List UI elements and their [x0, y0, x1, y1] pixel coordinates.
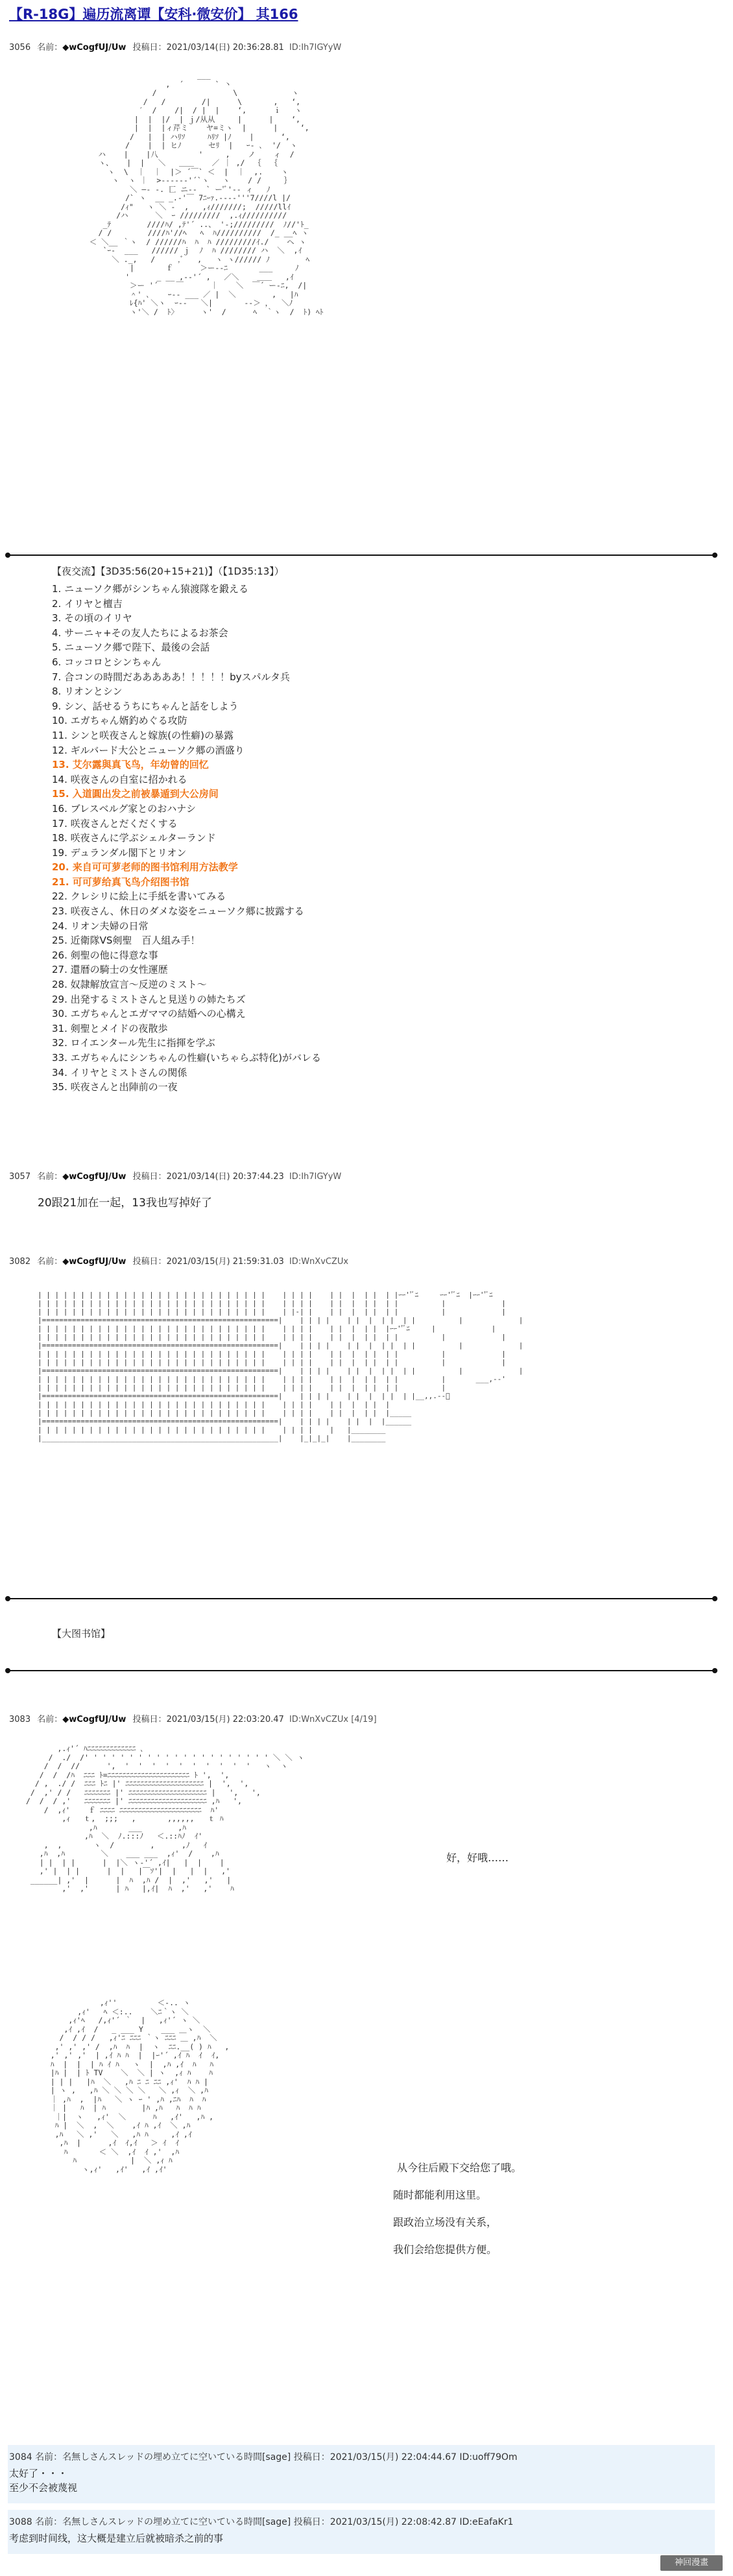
- poster-id[interactable]: ID:Ih7IGYyW: [289, 1172, 342, 1182]
- speech-line: 从今往后殿下交给您了哦。: [397, 2162, 522, 2174]
- speech-line: 跟政治立场没有关系，: [393, 2216, 498, 2228]
- event-list-item: 23. 咲夜さん、休日のダメな姿をニューソク郷に披露する: [52, 905, 304, 918]
- event-list-item: 9. シン、話せるうちにちゃんと話をしよう: [52, 700, 239, 712]
- poster-name: ◆wCogfUJ/Uw: [62, 1172, 126, 1182]
- ascii-art-bookshelves: | | | | | | | | | | | | | | | | | | | | | | | | | | | | | | | | | | | | | |ｰｰ''ﾞﾆ ｰｰ''ﾞﾆ |ｰｰ''ﾞﾆ | | | | | | | | | | | | | | | | | | | | | | | | | | | | | | | | | | | | | | | | | | | | | | | | | | | | | | | | | | | | | | | | | | | | |-| | | | | | | | | | | |=======================================================| | | | | | | | | | | | | | | | | | | | | | | | | | | | | | | | | | | | | | | | | | | | | | | | | | |ｰｰ''ﾞﾆ | | | | | | | | | | | | | | | | | | | | | | | | | | | | | | | | | | | | | | | | | | |=======================================================| | | | | | | | | | | | | | | | | | | | | | | | | | | | | | | | | | | | | | | | | | | | | | | | | | | | | | | | | | | | | | | | | | | | | | | | | | | | | | | | | | | | | | | | | | | | | | |=======================================================| | | | | | | | | | | | | | | | | | | | | | | | | | | | | | | | | | | | | | | | | | | | | | | | | | | | | ___,--' | | | | | | | | | | | | | | | | | | | | | | | | | | | | | | | | | | | | | | | |=======================================================| | | | | | | | | | | |__,,.--ﾞ | | | | | | | | | | | | | | | | | | | | | | | | | | | | | | | | | | | | | | | | | | | | | | | | | | | | | | | | | | | | | | | | | | | | | | | | | |_____ |=======================================================| | | | | | | | |______ | | | | | | | | | | | | | | | | | | | | | | | | | | | | | | | | |________ |_______________________________________________________| |_|_|_| |________: [38, 1291, 523, 1442]
- post-header-3082: [9, 1254, 348, 1267]
- ascii-art-figure: ,ｨ'' ＜-.. ヽ ,ｨ' ﾍ ＜:.. ＼ﾆ｀ヽ ＼ ,ｨ'ﾍ /,ｨ'´ ｀ | ,ｨ'´ ヽ ＼ ,ｲ ,ｲ / _ ___ Y ___ ＿ヽ ＼ / / / / ,ｨ'ﾆ ﾆﾆﾆ ｀ヽ ﾆﾆﾆ ＿ ,ﾊ ＼ ,' ,' ,' / ,ﾊ ﾊ | ヽ ﾆﾆ.__( ) ﾊ , ,' ,' ,' | ,ｲ ﾊ ﾊ | |ｰ'´ ,ｲ ﾊ ｲ ｲ, ﾊ | | | ﾊ ｲ ﾊ ヽ | ,ﾊ ,ｲ ﾊ ﾊ |ﾊ | | ﾄ TV ＼ ＼ | ヽ ,ｨ ﾊ ﾊ | | | |ﾊ ＼ ,ﾊ ﾆ ﾆ ﾆﾆ ,ｨ' ﾊ ﾊ | | ヽ , ,ﾊ ＼ ＼ ＼ ＼ ＼ ,ｨ ＼ ,ﾊ ｜ ,ﾊ , |ﾊ ＼ ヽ ｰ ' ,ﾊ ,ﾆﾊ ﾊ ﾊ ｜ | ﾊ | ﾊ |ﾊ ,ﾊ ﾊ ﾊ ﾊ ｜| ヽ ,ｨ' ＼ ﾊ ,ｲ' ,ﾊ , ﾊ | ＼ , ＼ ,ｲ ﾊ ,ｲ ＼ ,ﾊ ,ﾊ ＼ ,' ＼ ,ﾊ ﾊ ,ｲ ,ｲ ,ﾊ | ,ｲ ｲ,ｲ ＞ ｲ ｲ ﾊ ＜ ＼ ,ｲ ｲ ,' ,ﾊ ﾊ | ＼ ,ｨ ﾊ ヽ,ｨ' ,ｲ' ,ｲ ,ｲ': [50, 1998, 230, 2174]
- poster-id[interactable]: ID:Ih7IGYyW: [289, 43, 342, 53]
- event-list-item: 31. 剣聖とメイドの夜散歩: [52, 1022, 168, 1034]
- name-label: 名前：: [37, 1715, 63, 1724]
- posted-label: 投稿日：: [132, 1257, 167, 1267]
- event-list-item: 5. ニューソク郷で陛下、最後の会話: [52, 641, 210, 654]
- poster-id[interactable]: ID:WnXvCZUx [4/19]: [289, 1715, 377, 1724]
- name-label: 名前：: [35, 2452, 63, 2463]
- post-datetime: 2021/03/15(月) 21:59:31.03: [166, 1257, 284, 1267]
- event-list-item: 33. エガちゃんにシンちゃんの性癖(いちゃらぶ特化)がバレる: [52, 1052, 321, 1064]
- poster-name: 名無しさんスレッドの埋め立てに空いている時間: [62, 2452, 262, 2463]
- event-list-item: 12. ギルバード大公とニューソク郷の酒盛り: [52, 744, 245, 756]
- poster-id[interactable]: ID:WnXvCZUx: [289, 1257, 349, 1267]
- reply-header: [9, 2515, 513, 2528]
- poster-name: 名無しさんスレッドの埋め立てに空いている時間: [62, 2517, 262, 2527]
- post-datetime: 2021/03/15(月) 22:08:42.87: [330, 2517, 457, 2527]
- post-header-3083: [9, 1712, 377, 1724]
- post-number[interactable]: 3057: [9, 1172, 31, 1182]
- event-list-item: 14. 咲夜さんの自室に招かれる: [52, 773, 187, 785]
- event-list-item: 16. ブレスベルグ家とのおハナシ: [52, 802, 196, 815]
- event-list-item: 1. ニューソク郷がシンちゃん猿渡隊を鍛える: [52, 583, 248, 595]
- location-caption: 【大图书馆】: [52, 1628, 111, 1640]
- event-list-item: 20. 来自可可萝老师的图书馆利用方法教学: [52, 861, 238, 874]
- event-list-item: 18. 咲夜さんに学ぶシェルターランド: [52, 832, 216, 844]
- event-list-item: 10. エガちゃん婿釣めぐる攻防: [52, 715, 187, 727]
- reply-line: 太好了・・・: [9, 2468, 68, 2479]
- event-list-item: 27. 還暦の騎士の女性運歴: [52, 964, 168, 976]
- post-number[interactable]: 3083: [9, 1715, 31, 1724]
- ascii-art-face-closeup: ,.ｨ'´ ﾊﾆﾆﾆﾆﾆﾆﾆﾆﾆﾆﾆﾆﾆ ､ / ./ /' ' ' ' ' ' ' ' ' ' ' ' ' ' ' ' ' ' ' ' ' ＼ ＼ ヽ / / // ', ' ' ' ' ' ' ' ' ' ' ヽ ヽ / / /ﾊ ﾆﾆﾆ ﾄ=ﾆﾆﾆﾆﾆﾆﾆﾆﾆﾆﾆﾆﾆﾆﾆﾆﾆﾆﾆﾆﾆﾆ ﾄ ', ', / , ./ / ﾆﾆﾆ ﾄﾆ |' ﾆﾆﾆﾆﾆﾆﾆﾆﾆﾆﾆﾆﾆﾆﾆﾆﾆﾆﾆﾆﾆ | ', ', / ,' / / ﾆﾆﾆﾆﾆﾆﾆ |' ﾆﾆﾆﾆﾆﾆﾆﾆﾆﾆﾆﾆﾆﾆﾆﾆﾆﾆﾆﾆﾆ | ', ', / / / ,' ﾆﾆﾆﾆﾆﾆﾆ |' ﾆﾆﾆﾆﾆﾆﾆﾆﾆﾆﾆﾆﾆﾆﾆﾆﾆﾆﾆﾆﾆ ,ﾊ ', / ,ｨ' ｆ ﾆﾆﾆﾆ ﾆﾆﾆﾆﾆﾆﾆﾆﾆﾆﾆﾆﾆﾆﾆﾆﾆﾆﾆﾆﾆﾆ ﾊ' ,ｨ ｔ, ;;; , ,,,,,, ｔ ﾊ ,ﾊ ___ ,ﾊ ,ﾊ ＼ ﾉ.:::ﾉ ＜.::ﾊﾉ ｲ' , , ヽ / , ,ﾉ ｲ ,ﾊ ,ﾊ ＼ ___ ___ ,ｨ' / ,ﾊ | | | | | |＼ ヽ-'´ ,ｲ| | | | ,' | | | | | |￣ｿ'| | | | ,' ______| ,' | | ﾊ ,ﾊ / | ,' ,' | ,' ,' | ﾊ |,ｲ| ﾊ ,' ,' ﾊ: [26, 1744, 305, 1893]
- post-header-3056: [9, 40, 341, 53]
- event-list-item: 7. 合コンの時間だあああああ！！！！！byスパルタ兵: [52, 671, 290, 683]
- speech-line: 我们会给您提供方便。: [393, 2243, 498, 2256]
- event-list-item: 32. ロイエンタール先生に指揮を学ぶ: [52, 1037, 215, 1049]
- posted-label: 投稿日：: [132, 1715, 167, 1724]
- watermark-logo: 神回漫畫: [660, 2555, 723, 2571]
- event-list-item: 21. 可可萝给真飞鸟介绍图书馆: [52, 876, 189, 888]
- post-number[interactable]: 3056: [9, 43, 31, 53]
- section-divider: [8, 555, 715, 556]
- sage-tag: [sage]: [261, 2517, 291, 2527]
- event-list-item: 35. 咲夜さんと出陣前の一夜: [52, 1081, 178, 1093]
- reply-line: 考虑到时间线，这大概是建立后就被暗杀之前的事: [9, 2533, 224, 2544]
- event-list-item: 30. エガちゃんとエガママの結婚への心構え: [52, 1008, 246, 1020]
- section-divider: [8, 1598, 715, 1599]
- posted-label: 投稿日：: [132, 43, 167, 53]
- reply-header: [9, 2450, 518, 2463]
- event-list-item: 29. 出発するミストさんと見送りの姉たちズ: [52, 993, 246, 1005]
- event-list-item: 24. リオン夫婦の日常: [52, 920, 149, 932]
- post-header-3057: [9, 1169, 341, 1182]
- poster-name: ◆wCogfUJ/Uw: [62, 1257, 126, 1267]
- reply-post-3084: [8, 2445, 715, 2503]
- post-datetime: 2021/03/15(月) 22:04:44.67: [330, 2452, 457, 2463]
- event-list-item: 22. クレシリに絵上に手紙を書いてみる: [52, 890, 226, 903]
- poster-id[interactable]: ID:eEafaKr1: [459, 2517, 514, 2527]
- post-datetime: 2021/03/14(日) 20:36:28.81: [166, 43, 284, 53]
- poster-name: ◆wCogfUJ/Uw: [62, 43, 126, 53]
- event-list-item: 15. 入道圓出发之前被暴遁到大公房间: [52, 788, 219, 800]
- name-label: 名前：: [37, 43, 63, 53]
- event-list-item: 4. サーニャ+その友人たちによるお茶会: [52, 626, 228, 639]
- thread-title[interactable]: 【R-18G】遍历流离谭【安科·微安价】 其166: [9, 6, 298, 22]
- post-number[interactable]: 3084: [9, 2452, 32, 2463]
- event-list-item: 25. 近衛隊VS剣聖 百人組み手！: [52, 935, 200, 947]
- name-label: 名前：: [37, 1257, 63, 1267]
- event-list-item: 34. イリヤとミストさんの関係: [52, 1066, 187, 1079]
- post-number[interactable]: 3082: [9, 1257, 31, 1267]
- event-list-item: 28. 奴隷解放宣言～反逆のミスト～: [52, 979, 207, 991]
- posted-label: 投稿日：: [293, 2452, 330, 2463]
- event-list-item: 17. 咲夜さんとだくだくする: [52, 817, 178, 829]
- event-list-item: 26. 剣聖の他に得意な事: [52, 949, 158, 961]
- reply-line: 至少不会被蔑视: [9, 2482, 78, 2494]
- post-datetime: 2021/03/15(月) 22:03:20.47: [166, 1715, 284, 1724]
- event-list-item: 6. コッコロとシンちゃん: [52, 656, 162, 668]
- speech-line: 随时都能利用这里。: [393, 2189, 487, 2201]
- event-list-item: 13. 艾尔露與真飞鸟，年幼曾的回忆: [52, 759, 209, 771]
- event-list-item: 8. リオンとシン: [52, 686, 123, 698]
- event-list: [52, 582, 321, 1095]
- section-divider: [8, 1670, 715, 1671]
- name-label: 名前：: [37, 1172, 63, 1182]
- sage-tag: [sage]: [261, 2452, 291, 2463]
- reply-post-3088: [8, 2510, 715, 2554]
- poster-id[interactable]: ID:uoff79Om: [459, 2452, 518, 2463]
- event-list-item: 2. イリヤと檀吉: [52, 597, 123, 610]
- ascii-art-girl: ___ , ´ ` 丶 / \ ヽ / / /| \ , ‘, ′ / /| / | | ‘, ｉ ヽ | | |/ | ｊ/从从 | | ‘, | | |ィ芹ミ ヤ=ミヽ | | ‘, / | | ハﾘｿ ﾊﾘｿ |ﾉ | ‘, / | | ヒﾉ セﾘ | ｰ- ､ '/ ヽ ハ | |八 ' , ノ ィ / ヽ、 | | ＼ ＿＿ ／ ｜ ,/ ｛ ｛ ヽ \ ｜ ｜ |＞ ´￣` ＜ | ｜ ,. ヽ ヽ ヽ ｜ >-----‐'´`ヽ ヽ / / ｝ ＼ ―‐ -. 匸 ニ-- ` ー'ﾞ'‐- ィ ﾉ /` ヽ __ _.-'￣ 7ﾆｰｧ.-‐‐-'''7////l |/ /ｨ" ヽ ＼ ‐ , ,ｨ///////; /////llｲ /ハ ＼ ｰ ///////// ,.ｨ////////// _ﾃ ////ﾊ/ ,ﾃ'´ ..、 '-;///////// ﾉ//'ﾄ_ / / ////ﾊ'//ﾍ ﾍ ﾊ////////// /_ __ﾍ ヽ ＜ ＼__ ｀ヽ / //////ﾊ ﾊ ﾊ /////////ｲ./ ヘ ヽ `ｰ- ___ ////// ｊ ﾉ ﾊ //////// ハ ＼ ,ｲ ＼ ._, / ,ﾞ , ヽ ヽ////// ﾉ ﾍ | ｆ ＞ー‐-ﾆ ___ ﾉ ' _ __ ,-‐'´ , ／＼ ＿＿ ,ｲ ＞ー '´ ￣ ｜ ＼ ￣´ ー-ﾆ, /| ＾' ､ ｰ-- ___ ／ | ＼ , |ﾊ ﾚ{ﾊ' ＼ヽ ｰ-- ＼| ‐-＞ ， ＼ﾉ ヽ'＼ / ﾄ〉 ヽ' / ﾍ ｀ヽ / ﾄ) ﾍﾄ: [89, 71, 324, 316]
- poster-name: ◆wCogfUJ/Uw: [62, 1715, 126, 1724]
- toc-heading: 【夜交流】【3D35:56(20+15+21)】（【1D35:13】）: [52, 566, 284, 577]
- posted-label: 投稿日：: [132, 1172, 167, 1182]
- event-list-item: 3. その頃のイリヤ: [52, 612, 132, 625]
- event-list-item: 11. シンと咲夜さんと嫁族(の性癖)の暴露: [52, 729, 234, 741]
- posted-label: 投稿日：: [293, 2517, 330, 2527]
- speech-bubble: 好，好哦……: [446, 1852, 509, 1864]
- post-3057-text: 20跟21加在一起，13我也写掉好了: [38, 1197, 212, 1210]
- post-datetime: 2021/03/14(日) 20:37:44.23: [166, 1172, 284, 1182]
- post-number[interactable]: 3088: [9, 2517, 32, 2527]
- event-list-item: 19. デュランダル閣下とリオン: [52, 846, 187, 859]
- name-label: 名前：: [35, 2517, 63, 2527]
